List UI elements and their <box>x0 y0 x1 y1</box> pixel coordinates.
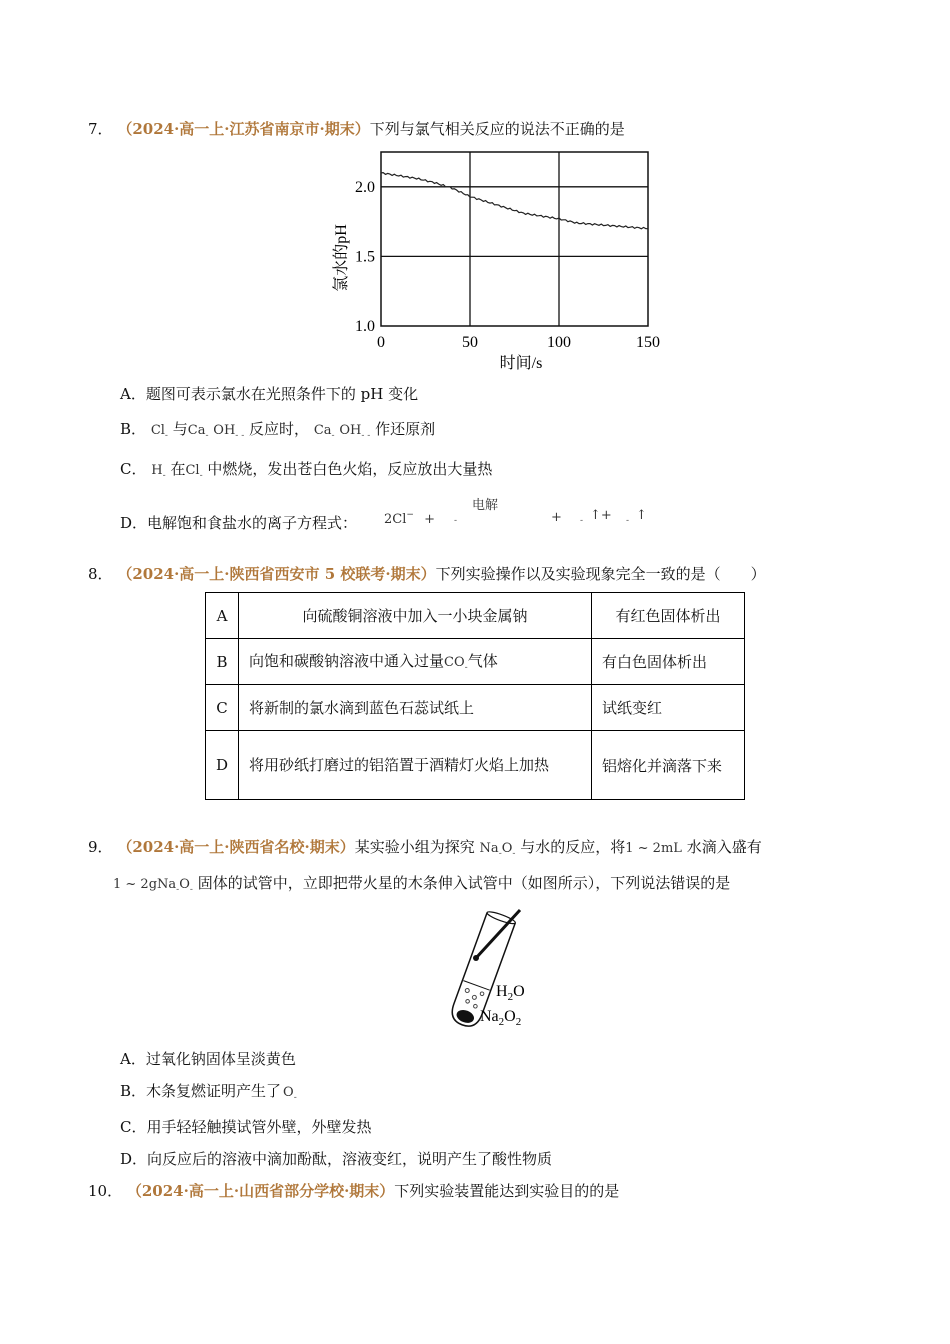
formula-cl2: Cl <box>150 423 165 438</box>
formula-na2o2: Na <box>479 841 499 856</box>
q7-option-b[interactable]: B． $Cl_-$ 与$Ca_-$ $OH_{- -}$ 反应时， $Ca_-$ $OH_{- -}$ 作还原剂 <box>120 420 436 441</box>
label-na2o2: $Na_2O_2$ <box>480 1008 522 1028</box>
option-text: 反应时， <box>249 420 310 438</box>
row-result: 试纸变红 <box>592 685 745 731</box>
row-operation: 将新制的氯水滴到蓝色石蕊试纸上 <box>239 685 592 731</box>
question-source: （2024·高一上·陕西省西安市 5 校联考·期末） <box>117 565 436 583</box>
question-9-stem: 9． （2024·高一上·陕西省名校·期末）某实验小组为探究 $Na_-O_-$ 与水的反应，将1 ~ 2mL 水滴入盛有 <box>88 838 762 859</box>
question-8-stem <box>88 563 766 584</box>
option-label: C． <box>120 460 147 478</box>
row-key: A <box>206 593 239 639</box>
table-row[interactable] <box>206 685 745 731</box>
table-row[interactable] <box>206 731 745 800</box>
q9-option-d[interactable]: D．向反应后的溶液中滴加酚酞，溶液变红，说明产生了酸性物质 <box>120 1150 553 1168</box>
option-text: 在 <box>170 460 186 478</box>
mass: 1 ~ 2gNa <box>113 877 177 892</box>
equation-arrow-1: ↑+ <box>590 508 612 523</box>
question-number: 10． <box>88 1182 123 1200</box>
formula-oh: OH <box>339 423 362 438</box>
q7-option-a[interactable] <box>120 383 418 404</box>
y-tick-label: 1.5 <box>355 248 375 266</box>
q9-option-a[interactable]: A．过氧化钠固体呈淡黄色 <box>120 1050 296 1068</box>
equation-plus: + <box>551 510 562 525</box>
chart-frame <box>381 152 648 326</box>
option-label: B． <box>120 420 147 438</box>
equation-arrow-2: ↑ <box>636 508 647 523</box>
chart-ylabel: 氯水的pH <box>333 224 350 292</box>
option-text: 电解饱和食盐水的离子方程式： <box>147 514 358 532</box>
row-operation: 将用砂纸打磨过的铝箔置于酒精灯火焰上加热 <box>239 731 592 800</box>
option-text: 题图可表示氯水在光照条件下的 pH 变化 <box>145 385 419 403</box>
test-tube-figure <box>430 906 550 1036</box>
option-text: 作还原剂 <box>375 420 436 438</box>
row-key: D <box>206 731 239 800</box>
formula-o2: O <box>283 1085 294 1100</box>
option-label: A． <box>120 385 146 403</box>
question-10-stem <box>88 1180 619 1201</box>
x-tick-label: 0 <box>377 334 385 351</box>
question-text: 下列实验操作以及实验现象完全一致的是（ ） <box>435 565 766 583</box>
volume: 1 ~ 2mL <box>625 841 682 856</box>
question-7-stem <box>88 118 625 139</box>
option-label: D． <box>120 514 148 532</box>
table-row[interactable] <box>206 593 745 639</box>
label-h2o: $H_2O$ <box>496 983 525 1003</box>
experiment-table <box>205 592 745 800</box>
row-result: 有白色固体析出 <box>592 639 745 685</box>
question-number: 9． <box>88 838 113 856</box>
x-tick-label: 150 <box>636 334 660 351</box>
chart-grid <box>381 152 648 326</box>
y-tick-label: 2.0 <box>355 178 375 196</box>
chart-ticks <box>355 179 660 351</box>
row-operation: 向硫酸铜溶液中加入一小块金属钠 <box>239 593 592 639</box>
chart-xlabel: 时间/s <box>499 355 543 372</box>
question-number: 8． <box>88 565 113 583</box>
q7-option-c[interactable]: C． $H_-$ 在$Cl_-$ 中燃烧，发出苍白色火焰，反应放出大量热 <box>120 460 493 481</box>
q9-option-c[interactable]: C．用手轻轻触摸试管外壁，外壁发热 <box>120 1118 372 1136</box>
table-row[interactable] <box>206 639 745 685</box>
question-source: （2024·高一上·山西省部分学校·期末） <box>126 1182 395 1200</box>
formula-h2: H <box>151 463 163 478</box>
electrolysis-condition: 电解 <box>472 498 499 513</box>
question-source: （2024·高一上·江苏省南京市·期末） <box>117 120 370 138</box>
row-result: 铝熔化并滴落下来 <box>592 731 745 800</box>
formula-ca: Ca <box>313 423 332 438</box>
ph-chart <box>318 146 670 378</box>
question-text: 下列与氯气相关反应的说法不正确的是 <box>369 120 625 138</box>
row-operation: 向饱和碳酸钠溶液中通入过量$CO_-$气体 <box>239 639 592 685</box>
wooden-splint <box>476 910 520 958</box>
x-tick-label: 50 <box>462 334 478 351</box>
row-key: B <box>206 639 239 685</box>
equation-2cl: 2Cl− + <box>384 510 435 527</box>
formula-cl2: Cl <box>185 463 200 478</box>
option-text: 与 <box>172 420 188 438</box>
question-source: （2024·高一上·陕西省名校·期末） <box>117 838 355 856</box>
chart-series-line <box>381 173 648 229</box>
question-text: 下列实验装置能达到实验目的的是 <box>394 1182 620 1200</box>
x-tick-label: 100 <box>547 334 571 351</box>
row-key: C <box>206 685 239 731</box>
question-number: 7． <box>88 120 113 138</box>
q7-option-d[interactable] <box>120 512 357 533</box>
option-text: 中燃烧，发出苍白色火焰，反应放出大量热 <box>207 460 493 478</box>
y-tick-label: 1.0 <box>355 318 375 335</box>
formula-ca: Ca <box>187 423 206 438</box>
row-result: 有红色固体析出 <box>592 593 745 639</box>
q9-option-b[interactable]: B．木条复燃证明产生了 $O_-$ <box>120 1082 297 1103</box>
question-9-stem-line2: 1 ~ $2gNa_-O_-$ 固体的试管中，立即把带火星的木条伸入试管中（如图所示），下列说法错误的是 <box>113 874 731 895</box>
formula-oh: OH <box>213 423 236 438</box>
